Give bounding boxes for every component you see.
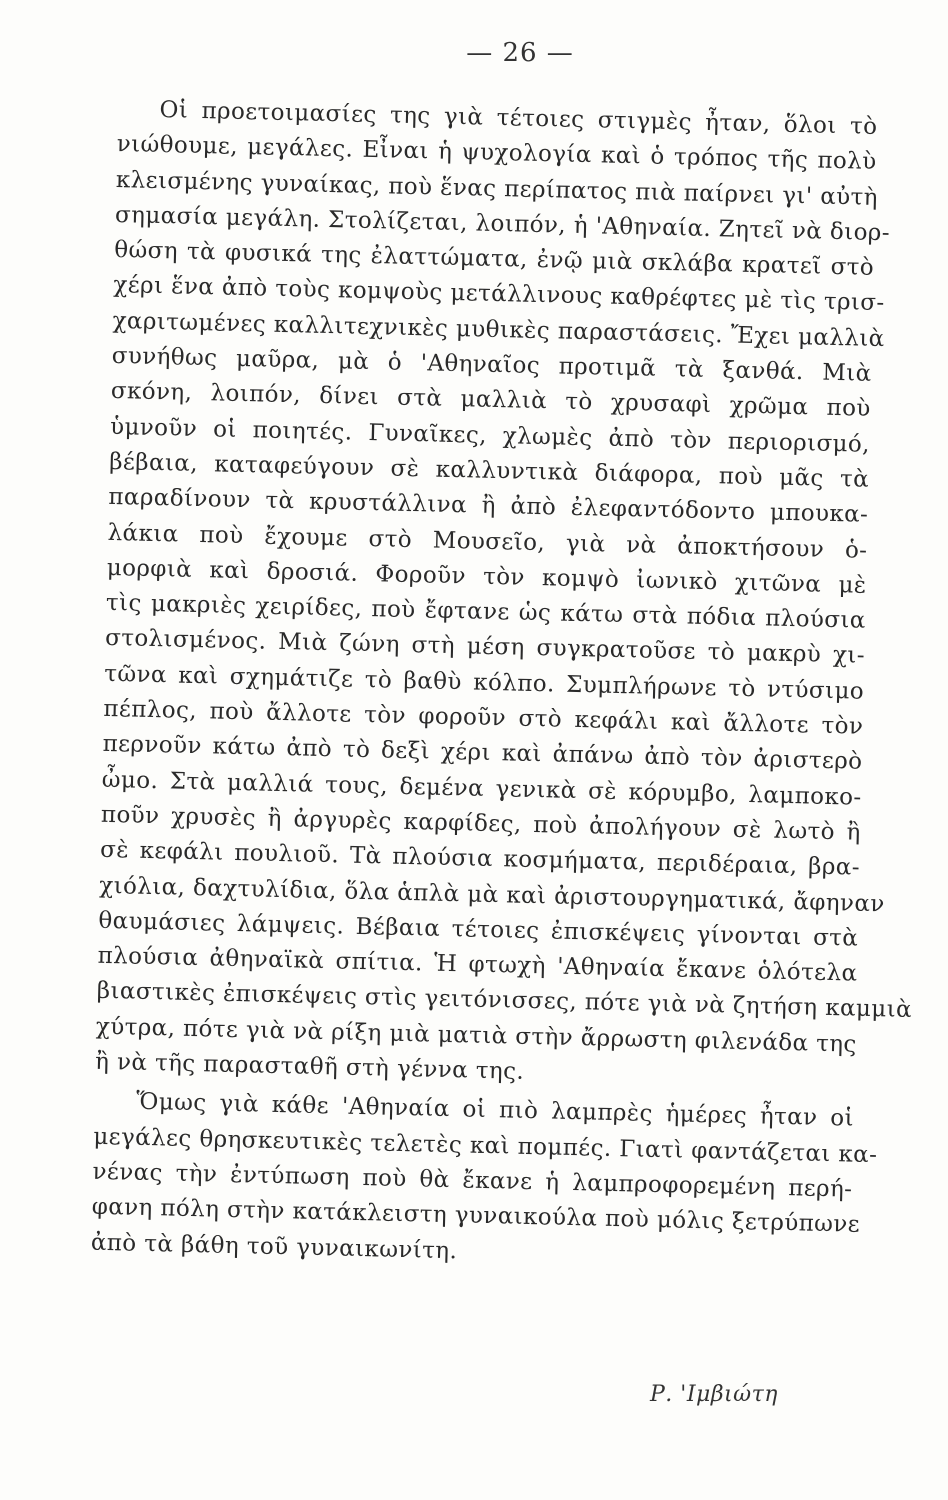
text-line: μεγάλες θρησκευτικὲς τελετὲς καὶ πομπές. Γιατὶ φαντάζεται κα-: [93, 1123, 878, 1168]
text-line: βέβαια, καταφεύγουν σὲ καλλυντικὰ διάφορα, ποὺ μᾶς τὰ: [108, 448, 870, 493]
text-line: λάκια ποὺ ἔχουμε στὸ Μουσεῖο, γιὰ νὰ ἀποκτήσουν ὁ-: [107, 519, 868, 564]
text-line: σκόνη, λοιπόν, δίνει στὰ μαλλιὰ τὸ χρυσαφὶ χρῶμα ποὺ: [110, 378, 872, 423]
page-number: — 26 —: [466, 38, 574, 68]
paragraph: [90, 1084, 878, 1278]
text-line: ἢ νὰ τῆς παρασταθῆ στὴ γέννα της.: [94, 1048, 525, 1085]
text-line: κλεισμένης γυναίκας, ποὺ ἕνας περίπατος πιὰ παίρνει γι' αὐτὴ: [115, 166, 879, 211]
text-line: τὶς μακριὲς χειρίδες, ποὺ ἔφτανε ὡς κάτω στὰ πόδια πλούσια: [105, 590, 867, 634]
text-line: σημασία μεγάλη. Στολίζεται, λοιπόν, ἡ 'Αθηναία. Ζητεῖ νὰ διορ-: [114, 201, 891, 247]
text-line: Ὅμως γιὰ κάθε 'Αθηναία οἱ πιὸ λαμπρὲς ἡμέρες ἦταν οἱ: [135, 1089, 855, 1132]
text-line: ἀπὸ τὰ βάθη τοῦ γυναικωνίτη.: [90, 1229, 458, 1264]
text-line: ὦμο. Στὰ μαλλιά τους, δεμένα γενικὰ σὲ κόρυμβο, λαμποκο-: [101, 766, 862, 811]
text-line: συνήθως μαῦρα, μὰ ὁ 'Αθηναῖος προτιμᾶ τὰ ξανθά. Μιὰ: [111, 343, 872, 387]
text-line: τῶνα καὶ σχημάτιζε τὸ βαθὺ κόλπο. Συμπλήρωνε τὸ ντύσιμο: [103, 660, 865, 705]
text-line: παραδίνουν τὰ κρυστάλλινα ἢ ἀπὸ ἐλεφαντόδοντο μπουκα-: [108, 484, 869, 529]
text-line: νένας τὴν ἐντύπωση ποὺ θὰ ἔκανε ἡ λαμπροφορεμένη περή-: [92, 1158, 853, 1203]
text-line: ποῦν χρυσὲς ἢ ἀργυρὲς καρφίδες, ποὺ ἀπολήγουν σὲ λωτὸ ἢ: [100, 801, 862, 846]
text-line: Οἱ προετοιμασίες της γιὰ τέτοιες στιγμὲς ἦταν, ὅλοι τὸ: [159, 96, 878, 140]
text-line: στολισμένος. Μιὰ ζώνη στὴ μέση συγκρατοῦσε τὸ μακρὺ χι-: [104, 625, 866, 670]
body-text: [90, 92, 913, 1278]
text-line: χέρι ἕνα ἀπὸ τοὺς κομψοὺς μετάλλινους καθρέφτες μὲ τὶς τρισ-: [113, 272, 885, 317]
paragraph: [94, 92, 913, 1098]
text-line: σὲ κεφάλι πουλιοῦ. Τὰ πλούσια κοσμήματα, περιδέραια, βρα-: [99, 837, 861, 881]
text-line: φανη πόλη στὴν κατάκλειστη γυναικούλα ποὺ μόλις ξετρύπωνε: [91, 1193, 861, 1238]
text-line: ὑμνοῦν οἱ ποιητές. Γυναῖκες, χλωμὲς ἀπὸ τὸν περιορισμό,: [109, 413, 871, 458]
text-line: μορφιὰ καὶ δροσιά. Φοροῦν τὸν κομψὸ ἰωνικὸ χιτῶνα μὲ: [106, 554, 867, 599]
text-line: πλούσια ἀθηναϊκὰ σπίτια. Ἡ φτωχὴ 'Αθηναία ἔκανε ὁλότελα: [97, 942, 858, 987]
text-line: βιαστικὲς ἐπισκέψεις στὶς γειτόνισσες, πότε γιὰ νὰ ζητήση καμμιὰ: [96, 978, 913, 1024]
text-line: χαριτωμένες καλλιτεχνικὲς μυθικὲς παραστάσεις. Ἔχει μαλλιὰ: [112, 307, 885, 352]
text-line: χιόλια, δαχτυλίδια, ὅλα ἁπλὰ μὰ καὶ ἀριστουργηματικά, ἄφηναν: [98, 872, 885, 917]
text-line: περνοῦν κάτω ἀπὸ τὸ δεξὶ χέρι καὶ ἀπάνω ἀπὸ τὸν ἀριστερὸ: [102, 731, 863, 776]
text-line: θώση τὰ φυσικά της ἐλαττώματα, ἐνῷ μιὰ σκλάβα κρατεῖ στὸ: [113, 237, 875, 282]
text-line: νιώθουμε, μεγάλες. Εἶναι ἡ ψυχολογία καὶ ὁ τρόπος τῆς πολὺ: [116, 131, 877, 176]
author-signature: Ρ. 'Ιμβιώτη: [650, 1382, 778, 1407]
text-line: πέπλος, ποὺ ἄλλοτε τὸν φοροῦν στὸ κεφάλι καὶ ἄλλοτε τὸν: [103, 695, 864, 740]
text-line: χύτρα, πότε γιὰ νὰ ρίξη μιὰ ματιὰ στὴν ἄρρωστη φιλενάδα της: [95, 1013, 858, 1058]
text-line: θαυμάσιες λάμψεις. Βέβαια τέτοιες ἐπισκέψεις γίνονται στὰ: [98, 907, 859, 952]
